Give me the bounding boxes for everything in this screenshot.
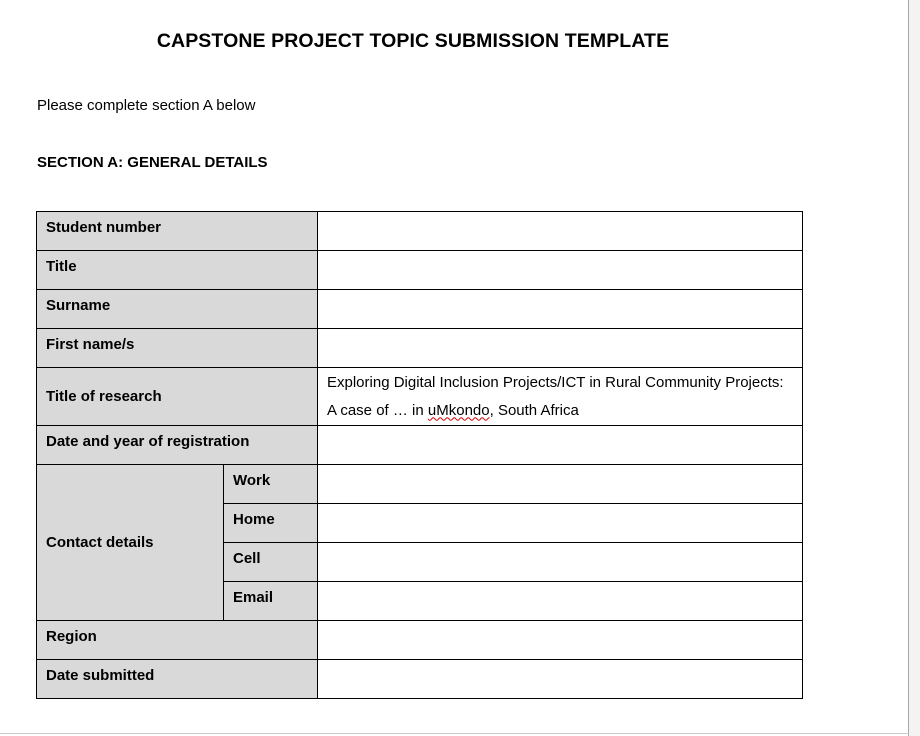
row-date-registration	[37, 426, 803, 465]
spellcheck-flagged-word[interactable]: uMkondo	[427, 401, 490, 419]
student-number-field[interactable]	[318, 212, 803, 251]
row-title	[37, 251, 803, 290]
row-contact-work	[37, 465, 803, 504]
email-field[interactable]	[318, 582, 803, 621]
window-margin	[909, 0, 920, 736]
label-cell	[37, 426, 318, 465]
surname-label: Surname	[46, 296, 111, 314]
title-field[interactable]	[318, 251, 803, 290]
research-text-start: Exploring Digital Inclusion Projects/ICT in Rural Community Projects: A case of … in	[327, 373, 784, 419]
title-of-research-label: Title of research	[46, 388, 162, 405]
contact-details-label: Contact details	[37, 465, 224, 621]
row-date-submitted	[37, 660, 803, 699]
surname-field[interactable]	[318, 290, 803, 329]
region-label: Region	[46, 627, 97, 645]
label-cell	[224, 465, 318, 504]
label-cell	[37, 621, 318, 660]
email-label: Email	[233, 588, 274, 606]
title-label: Title	[46, 257, 77, 275]
first-names-label: First name/s	[46, 335, 135, 353]
region-field[interactable]	[318, 621, 803, 660]
title-of-research-field[interactable]	[318, 368, 803, 426]
home-label: Home	[233, 510, 275, 528]
label-cell	[224, 504, 318, 543]
home-phone-field[interactable]	[318, 504, 803, 543]
page-bottom-edge	[0, 733, 909, 734]
label-cell	[224, 582, 318, 621]
work-label: Work	[233, 471, 271, 489]
row-first-names	[37, 329, 803, 368]
row-title-of-research	[37, 368, 803, 426]
label-cell	[37, 251, 318, 290]
intro-text: Please complete section A below	[37, 97, 256, 114]
label-cell	[37, 368, 318, 426]
label-cell	[37, 212, 318, 251]
label-cell	[37, 329, 318, 368]
work-phone-field[interactable]	[318, 465, 803, 504]
date-submitted-field[interactable]	[318, 660, 803, 699]
research-text-end: , South Africa	[489, 401, 579, 419]
date-registration-field[interactable]	[318, 426, 803, 465]
general-details-table	[36, 211, 803, 699]
row-region	[37, 621, 803, 660]
document-title: CAPSTONE PROJECT TOPIC SUBMISSION TEMPLATE	[156, 30, 670, 52]
label-cell	[37, 290, 318, 329]
cell-phone-field[interactable]	[318, 543, 803, 582]
section-heading: SECTION A: GENERAL DETAILS	[37, 154, 268, 171]
date-submitted-label: Date submitted	[46, 666, 155, 684]
row-surname	[37, 290, 803, 329]
page-edge	[908, 0, 909, 736]
student-number-label: Student number	[46, 218, 161, 236]
first-names-field[interactable]	[318, 329, 803, 368]
cell-label: Cell	[233, 549, 261, 567]
date-registration-label: Date and year of registration	[46, 432, 250, 450]
row-student-number	[37, 212, 803, 251]
label-cell	[224, 543, 318, 582]
label-cell	[37, 660, 318, 699]
